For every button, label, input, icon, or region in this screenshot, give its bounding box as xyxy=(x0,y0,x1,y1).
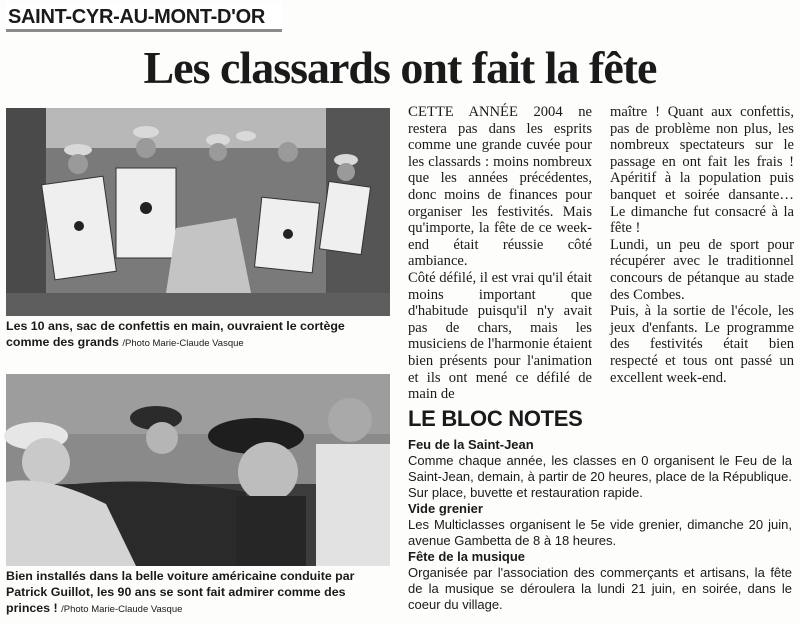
photo-children-parade xyxy=(6,108,390,316)
drop-cap: C xyxy=(408,104,419,120)
photo2-caption-text: Bien installés dans la belle voiture américaine conduite par Patrick Guillot, les 90 ans se sont fait admirer comme des princes ! xyxy=(6,569,355,615)
bloc-item-text: Les Multiclasses organisent le 5e vide grenier, dimanche 20 juin, avenue Gambetta de 8 à 18 heures. xyxy=(408,517,792,548)
bloc-item-heading: Fête de la musique xyxy=(408,549,526,564)
photo2-caption xyxy=(6,568,390,618)
section-tag: SAINT-CYR-AU-MONT-D'OR xyxy=(6,2,282,32)
headline: Les classards ont fait la fête xyxy=(143,42,657,93)
bloc-item-text: Organisée par l'association des commerçants et artisans, la fête de la musique se déroulera la lundi 21 juin, en soirée, dans le coeur du village. xyxy=(408,565,792,612)
article-text: ETTE ANNÉE 2004 ne restera pas dans les esprits comme une grande cuvée pour les classards : moins nombreux que les années précédentes, donc moins de finances pour organiser les festivités. Mais qu'importe, la fête de ce week-end était réussie côté ambiance. xyxy=(408,104,592,270)
article-paragraph: Puis, à la sortie de l'école, les jeux d'enfants. Le programme des festivités était bien respecté et tous ont passé un excellent week-end. xyxy=(610,303,794,386)
photo1-caption xyxy=(6,318,390,352)
article-paragraph xyxy=(408,104,592,270)
photo2-credit: /Photo Marie-Claude Vasque xyxy=(61,604,183,615)
article-paragraph: Lundi, un peu de sport pour récupérer avec le traditionnel concours de pétanque au stade des Combes. xyxy=(610,236,794,303)
article-column-2 xyxy=(610,104,794,386)
article-column-1 xyxy=(408,104,592,403)
photo1-credit: /Photo Marie-Claude Vasque xyxy=(122,338,244,349)
bloc-item-text: Comme chaque année, les classes en 0 organisent le Feu de la Saint-Jean, demain, à partir de 20 heures, place de la République. Sur place, buvette et restauration rapide. xyxy=(408,453,792,500)
bloc-notes-title: LE BLOC NOTES xyxy=(408,406,583,431)
article-paragraph: maître ! Quant aux confettis, pas de problème non plus, les nombreux spectateurs sur le passage en ont fait les frais ! Apéritif à la population puis banquet et soirée dansante… Le dimanche fut consacré à la fête ! xyxy=(610,104,794,237)
photo-elders-car xyxy=(6,374,390,566)
bloc-notes-list xyxy=(408,437,792,623)
photo1-caption-text: Les 10 ans, sac de confettis en main, ouvraient le cortège comme des grands xyxy=(6,319,345,349)
article-paragraph: Côté défilé, il est vrai qu'il était moins important que d'habitude puisqu'il n'y avait pas de chars, mais les musiciens de l'harmonie étaient bien présents pour l'animation et ils ont mené ce défilé de main de xyxy=(408,269,592,403)
bloc-item-heading: Vide grenier xyxy=(408,501,483,516)
bloc-item-heading: Feu de la Saint-Jean xyxy=(408,437,534,452)
